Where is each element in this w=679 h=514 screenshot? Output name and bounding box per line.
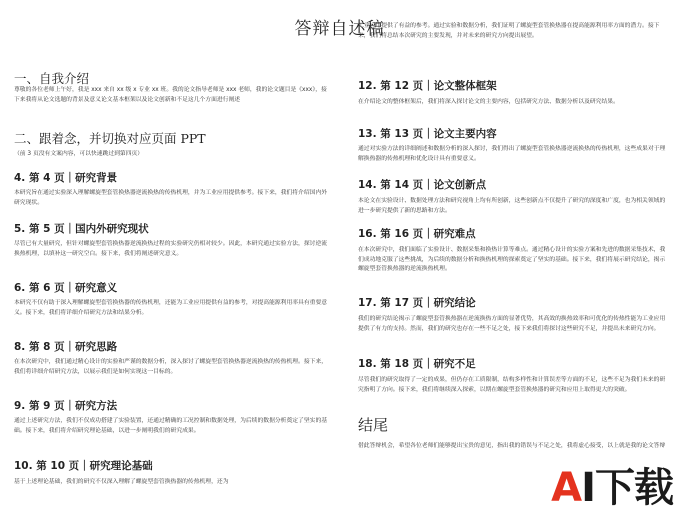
paragraph: 尽管已有大量研究，但针对螺旋型套管换热器逆流换热过程的实验研究仍相对较少。因此，本研究通过实验方法，探讨逆流换热机理，以填补这一研究空白。接下来，我们将阐述研究意义。 bbox=[14, 241, 328, 257]
paragraph: 我们的研究结论揭示了螺旋型套管换热器在逆流换热方面的显著优势，其高效的换热效率和可优化的传热性能为工业应用提供了有力的支持。然而，我们的研究也存在一些不足之处，接下来我们将探讨这些研究不足，并提出未来研究方向。 bbox=[358, 316, 666, 332]
section-heading: 二、跟着念，并切换对应页面 PPT bbox=[14, 131, 206, 146]
paragraph: 本论文在实验设计、数据处理方法和研究视角上均有所创新，这些创新点不仅提升了研究的深度和广度，也为相关领域的进一步研究提供了新的思路和方法。 bbox=[358, 198, 666, 214]
page-heading: 16. 第 16 页｜研究难点 bbox=[358, 228, 476, 240]
page-heading: 17. 第 17 页｜研究结论 bbox=[358, 297, 476, 309]
logo-a: A bbox=[551, 465, 582, 511]
logo-download: 下载 bbox=[595, 465, 673, 511]
paragraph: 本研究旨在通过实验深入理解螺旋型套管换热器逆流换热的传热机理，并为工业应用提供参考。接下来，我们将介绍国内外研究现状。 bbox=[14, 190, 328, 206]
page-heading: 13. 第 13 页｜论文主要内容 bbox=[358, 128, 497, 140]
paragraph: 借此答辩机会，希望各位老师们能够提出宝贵的意见，指出我的错误与不足之处，我将虚心接受，以上就是我的论文答辩 bbox=[358, 443, 666, 449]
closing-heading: 结尾 bbox=[358, 416, 389, 434]
page-heading: 8. 第 8 页｜研究思路 bbox=[14, 341, 118, 353]
page-heading: 10. 第 10 页｜研究理论基础 bbox=[14, 460, 153, 472]
paragraph: 通过对实验方法的详细阐述和数据分析的深入探讨，我们得出了螺旋型套管换热器逆流换热的传热机理，这些成果对于理解换热器的传热机理和优化设计具有重要意义。 bbox=[358, 146, 666, 162]
page-heading: 5. 第 5 页｜国内外研究现状 bbox=[14, 223, 149, 235]
paragraph: 尊敬的各位老师上午好，我是 xxx 来自 xx 级 x 专业 xx 班。我的论文指导老师是 xxx 老师，我的论文题目是《xxx》，接下来我将从论文选题的背景及意义论文基本框架以及论文创新和不足这几个方面进行阐述 bbox=[14, 87, 327, 103]
section-heading: 一、自我介绍 bbox=[14, 71, 90, 86]
ai-download-logo bbox=[551, 466, 673, 510]
page-heading: 9. 第 9 页｜研究方法 bbox=[14, 400, 118, 412]
paragraph: 在本次研究中，我们通过精心设计的实验和严谨的数据分析，深入探讨了螺旋型套管换热器逆流换热的传热机理。接下来，我们将详细介绍研究方法，以展示我们是如何实现这一目标的。 bbox=[14, 359, 328, 375]
page-title: 答辩自述稿 bbox=[294, 19, 385, 39]
page-heading: 12. 第 12 页｜论文整体框架 bbox=[358, 80, 497, 92]
paragraph: 在介绍论文的整体框架后，我们将深入探讨论文的主要内容，包括研究方法、数据分析以及研究结果。 bbox=[358, 99, 619, 105]
paragraph: 通过上述研究方法，我们不仅成功搭建了实验装置，还通过精确的工况控制和数据处理，为后续的数据分析奠定了坚实的基础。接下来，我们将介绍研究理论基础，以进一步阐明我们的研究成果。 bbox=[14, 418, 328, 434]
paragraph: 在本次研究中，我们面临了实验设计、数据采集和换热计算等难点。通过精心设计的实验方案和先进的数据采集技术，我们成功地克服了这些挑战，为后续的数据分析和换热机理的探索奠定了坚实的基础。接下来，我们将展示研究结论，揭示螺旋型套管换热器的逆流换热机理。 bbox=[358, 247, 666, 272]
page-heading: 18. 第 18 页｜研究不足 bbox=[358, 358, 476, 370]
paragraph: 工业应用提供了有益的参考。通过实验和数据分析，我们证明了螺旋型套管换热器在提高能源利用率方面的潜力。接下来，我们将总结本次研究的主要发现，并对未来的研究方向提出展望。 bbox=[358, 23, 660, 39]
paragraph: （前 3 页没有文案内容，可以快速跳过到第四页） bbox=[14, 151, 144, 157]
page-heading: 6. 第 6 页｜研究意义 bbox=[14, 282, 118, 294]
page-heading: 14. 第 14 页｜论文创新点 bbox=[358, 179, 487, 191]
paragraph: 基于上述理论基础，我们的研究不仅深入理解了螺旋型套管换热器的传热机理，还为 bbox=[14, 479, 229, 485]
paragraph: 本研究不仅有助于深入理解螺旋型套管换热器的传热机理，还能为工业应用提供有益的参考，对提高能源利用率具有重要意义。接下来，我们将详细介绍研究方法和结果分析。 bbox=[14, 300, 328, 316]
page-heading: 4. 第 4 页｜研究背景 bbox=[14, 172, 118, 184]
paragraph: 尽管我们的研究取得了一定的成果，但仍存在工质限制，结构多样性和计算误差等方面的不足，这些不足为我们未来的研究指明了方向。接下来，我们将继续深入探索，以期在螺旋型套管换热器的研究和应用上取得更大的突破。 bbox=[358, 377, 666, 393]
logo-i: I bbox=[581, 465, 595, 511]
